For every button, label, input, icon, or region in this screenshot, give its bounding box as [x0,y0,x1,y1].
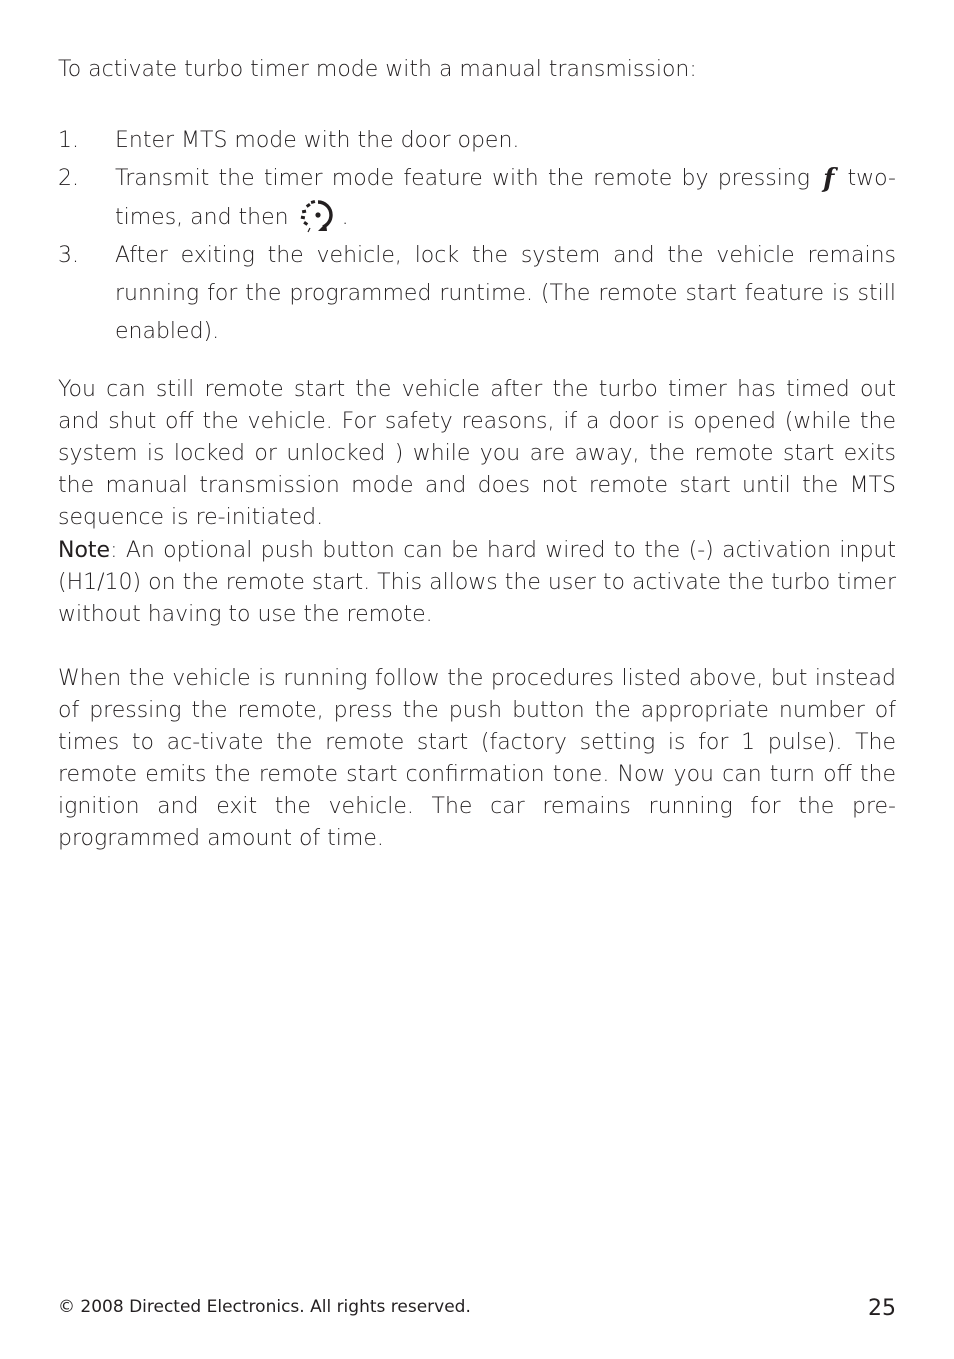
step-text-before: Transmit the timer mode feature with the remote by pressing [115,166,810,191]
paragraph-note [58,535,896,631]
step-text: After exiting the vehicle, lock the system and the vehicle remains running for the programmed runtime. (The remote start feature is still enabled). [115,243,896,344]
step-item [58,237,896,351]
note-text: : An optional push button can be hard wired to the (-) activation input (H1/10) on the remote start. This allows the user to activate the turbo timer without having to use the remote. [58,538,896,627]
step-number: 3. [58,243,79,268]
step-text-middle: two-times, and then [115,166,896,230]
paragraph-push-button: When the vehicle is running follow the procedures listed above, but instead of pressing the remote, press the push button the appropriate number of times to ac-tivate the remote start (factory setting is for 1 pulse). The remote emits the remote start confirmation tone. Now you can turn off the ignition and exit the vehicle. The car remains running for the pre-programmed amount of time. [58,666,896,851]
step-number: 1. [58,128,79,153]
steps-list [58,122,896,351]
function-button-icon: f [823,164,835,194]
step-item [58,122,896,160]
timer-icon [296,198,342,234]
step-text: Enter MTS mode with the door open. [115,128,520,153]
note-label: Note [58,538,111,563]
section-heading: To activate turbo timer mode with a manual transmission: [58,57,697,82]
page-number: 25 [868,1296,896,1321]
step-text-after: . [341,205,349,230]
step-number: 2. [58,166,79,191]
step-item [58,160,896,237]
copyright-footer: © 2008 Directed Electronics. All rights reserved. [58,1297,471,1317]
paragraph-safety: You can still remote start the vehicle after the turbo timer has timed out and shut off the vehicle. For safety reasons, if a door is opened (while the system is locked or unlocked ) while you are away, the remote start exits the manual transmission mode and does not remote start until the MTS sequence is re-initiated. [58,377,896,530]
